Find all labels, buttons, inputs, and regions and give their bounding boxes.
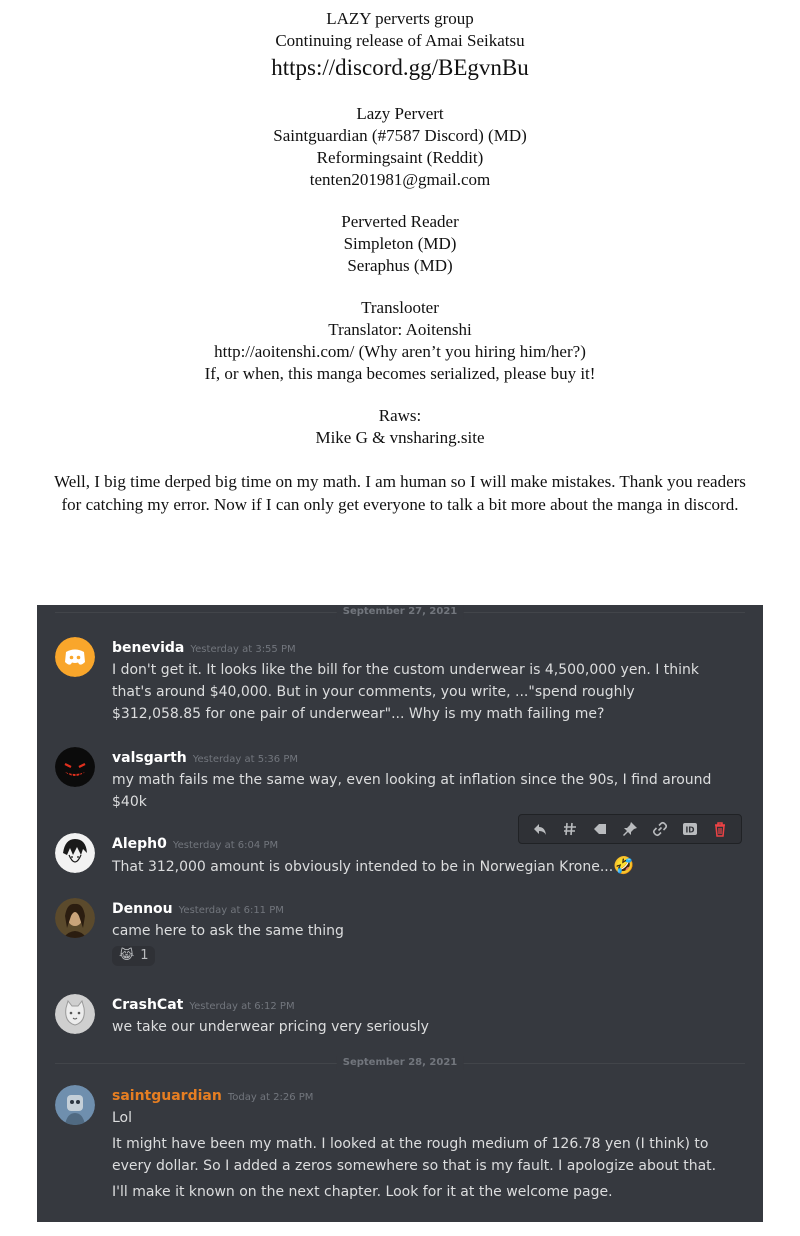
timestamp: Today at 2:26 PM: [227, 1092, 314, 1103]
message-text: I'll make it known on the next chapter. Look for it at the welcome page.: [112, 1184, 613, 1200]
raws-section: [0, 405, 800, 449]
section-heading: Lazy Pervert: [356, 104, 444, 123]
avatar-valsgarth[interactable]: [55, 747, 95, 787]
message-actions-toolbar: [518, 814, 742, 844]
message-text: Lol: [112, 1110, 133, 1126]
timestamp: Yesterday at 3:55 PM: [190, 644, 296, 655]
date-divider-label: September 27, 2021: [337, 605, 464, 619]
message-header: [112, 898, 284, 918]
credit-line: If, or when, this manga becomes serialized, please buy it!: [204, 364, 596, 383]
reaction-count: 1: [140, 948, 149, 963]
demon-face-avatar-icon: [55, 747, 95, 787]
reply-icon[interactable]: [529, 818, 551, 840]
avatar-benevida[interactable]: [55, 637, 95, 677]
username[interactable]: saintguardian: [112, 1088, 222, 1104]
section-heading: Perverted Reader: [341, 212, 459, 231]
message-content: [112, 659, 722, 725]
username[interactable]: benevida: [112, 640, 185, 656]
section-heading: Translooter: [361, 298, 439, 317]
message-text: I don't get it. It looks like the bill for the custom underwear is 4,500,000 yen. I think that's around $40,000. But in your comments, you write, ..."spend roughly $312,058.85 for one pair of underwear"... Why is my math failing me?: [112, 662, 700, 722]
delete-icon[interactable]: [709, 818, 731, 840]
copy-id-icon[interactable]: [679, 818, 701, 840]
note-line: for catching my error. Now if I can only get everyone to talk a bit more about the manga in discord.: [61, 495, 739, 514]
note-line: Well, I big time derped big time on my math. I am human so I will make mistakes. Thank you readers: [54, 472, 746, 491]
credit-line: Reformingsaint (Reddit): [316, 148, 484, 167]
timestamp: Yesterday at 5:36 PM: [192, 754, 298, 765]
credit-line: Translator: Aoitenshi: [328, 320, 472, 339]
username[interactable]: Aleph0: [112, 836, 167, 852]
release-line: Continuing release of Amai Seikatsu: [275, 31, 525, 50]
discord-logo-icon: [55, 637, 95, 677]
portrait-avatar-icon: [55, 898, 95, 938]
message-header: [112, 1085, 313, 1105]
message-content: [112, 1107, 722, 1203]
thread-icon[interactable]: [559, 818, 581, 840]
message-header: [112, 747, 298, 767]
credit-line: Mike G & vnsharing.site: [315, 428, 485, 447]
pin-icon[interactable]: [619, 818, 641, 840]
perverted-reader-section: [0, 211, 800, 277]
message-text: That 312,000 amount is obviously intended to be in Norwegian Krone...: [112, 859, 614, 875]
avatar-saintguardian[interactable]: [55, 1085, 95, 1125]
robot-avatar-icon: [55, 1085, 95, 1125]
message-text-line: [112, 855, 722, 878]
username[interactable]: CrashCat: [112, 997, 184, 1013]
lazy-pervert-section: [0, 103, 800, 191]
reaction-button[interactable]: [112, 946, 155, 966]
translator-link[interactable]: http://aoitenshi.com/ (Why aren’t you hiring him/her?): [214, 342, 586, 361]
avatar-aleph0[interactable]: [55, 833, 95, 873]
message-header: [112, 637, 296, 657]
message-content: [112, 920, 722, 966]
translator-note: [0, 470, 800, 516]
tag-icon[interactable]: [589, 818, 611, 840]
section-heading: Raws:: [378, 406, 422, 425]
date-divider-label: September 28, 2021: [337, 1056, 464, 1070]
avatar-crashcat[interactable]: [55, 994, 95, 1034]
date-divider: [55, 606, 745, 617]
message-header: [112, 994, 295, 1014]
credits-page: [0, 8, 800, 516]
message-content: [112, 1016, 722, 1038]
username[interactable]: valsgarth: [112, 750, 187, 766]
rolling-laughing-emoji-icon: 🤣: [613, 856, 635, 876]
message-content: [112, 855, 722, 878]
email-line: tenten201981@gmail.com: [309, 170, 491, 189]
message-header: [112, 833, 278, 853]
credit-line: Simpleton (MD): [343, 234, 457, 253]
message-text: came here to ask the same thing: [112, 923, 344, 939]
cat-laughing-emoji-icon: 😹: [119, 948, 135, 963]
credit-line: Seraphus (MD): [347, 256, 453, 275]
manga-character-avatar-icon: [55, 833, 95, 873]
message-text: It might have been my math. I looked at the rough medium of 126.78 yen (I think) to every dollar. So I added a zeros somewhere so that is my fault. I apologize about that.: [112, 1136, 717, 1174]
message-text: my math fails me the same way, even looking at inflation since the 90s, I find around $40k: [112, 772, 712, 810]
timestamp: Yesterday at 6:11 PM: [178, 905, 284, 916]
group-name: LAZY perverts group: [326, 9, 474, 28]
message-text: we take our underwear pricing very seriously: [112, 1019, 429, 1035]
discord-invite-link[interactable]: https://discord.gg/BEgvnBu: [271, 55, 529, 80]
timestamp: Yesterday at 6:12 PM: [189, 1001, 295, 1012]
translooter-section: [0, 297, 800, 385]
date-divider: [55, 1057, 745, 1068]
avatar-dennou[interactable]: [55, 898, 95, 938]
credit-line: Saintguardian (#7587 Discord) (MD): [273, 126, 527, 145]
message-content: [112, 769, 722, 813]
cat-avatar-icon: [55, 994, 95, 1034]
username[interactable]: Dennou: [112, 901, 173, 917]
svg-text:ID: ID: [685, 825, 695, 835]
link-icon[interactable]: [649, 818, 671, 840]
discord-chat-screenshot: [37, 605, 763, 1222]
timestamp: Yesterday at 6:04 PM: [172, 840, 279, 851]
